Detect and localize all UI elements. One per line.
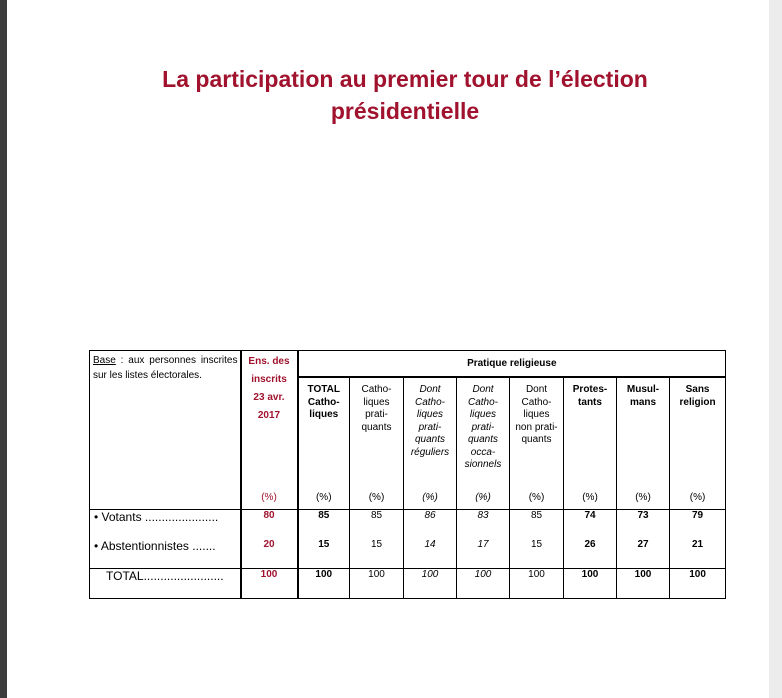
table-cell: 73: [617, 510, 670, 540]
col-header-protestants: [564, 377, 617, 485]
base-text: : aux personnes inscrites sur les listes électorales.: [93, 355, 238, 381]
table-cell: 100: [457, 569, 510, 599]
table-cell: 100: [298, 569, 350, 599]
ens-header-line: 2017: [257, 410, 281, 421]
unit-cell: (%): [670, 485, 726, 510]
col-header-line: Catho-: [361, 384, 392, 395]
col-header-line: quants: [467, 434, 499, 445]
ens-value: 100: [241, 569, 298, 599]
table-row-total: [90, 569, 726, 599]
col-header-line: liques: [363, 396, 390, 408]
col-header-pratiquants-reguliers: [404, 377, 457, 485]
ens-value: 80: [241, 510, 298, 540]
row-label: • Votants ......................: [90, 510, 241, 540]
unit-cell: (%): [241, 485, 298, 510]
col-header-line: sionnels: [464, 459, 502, 470]
ens-header: [241, 351, 298, 486]
participation-table: [89, 350, 726, 599]
col-header-line: liques: [309, 409, 339, 420]
col-header-line: quants: [414, 434, 446, 445]
page-left-edge: [0, 0, 7, 698]
col-header-non-pratiquants: [510, 377, 564, 485]
col-header-line: Catho-: [521, 396, 552, 408]
col-header-line: Musul-: [626, 384, 660, 395]
col-header-line: religion: [679, 396, 716, 408]
document-title-line-2: présidentielle: [330, 98, 480, 124]
table-row-votants: [90, 510, 726, 540]
col-header-line: prati-: [418, 421, 442, 433]
table-cell: 83: [457, 510, 510, 540]
col-header-line: Catho-: [307, 396, 340, 408]
col-header-line: occa-: [470, 446, 496, 458]
table-cell: 85: [510, 510, 564, 540]
col-header-pratiquants-occasionnels: [457, 377, 510, 485]
col-header-line: prati-: [471, 421, 495, 433]
table-cell: 15: [350, 539, 404, 569]
col-header-line: Sans: [685, 384, 710, 395]
table-cell: 17: [457, 539, 510, 569]
col-header-musulmans: [617, 377, 670, 485]
table-cell: 100: [670, 569, 726, 599]
table-cell: 85: [350, 510, 404, 540]
group-header-pratique-religieuse: Pratique religieuse: [298, 351, 726, 378]
row-label: • Abstentionnistes .......: [90, 539, 241, 569]
base-label: Base: [93, 355, 116, 366]
table-cell: 100: [617, 569, 670, 599]
table-cell: 26: [564, 539, 617, 569]
col-header-line: mans: [629, 396, 657, 408]
col-header-line: non prati-: [515, 421, 558, 433]
row-label: TOTAL........................: [90, 569, 241, 599]
col-header-line: liques: [469, 409, 497, 420]
table-header-row-1: [90, 351, 726, 378]
col-header-line: TOTAL: [307, 384, 340, 395]
table-row-abstentionnistes: [90, 539, 726, 569]
table-cell: 15: [318, 539, 330, 550]
col-header-line: Catho-: [467, 396, 498, 408]
table-cell: 86: [404, 510, 457, 540]
col-header-line: liques: [523, 409, 550, 420]
table-cell: 14: [404, 539, 457, 569]
table-cell: 15: [510, 539, 564, 569]
col-header-line: Catho-: [414, 396, 445, 408]
table-cell: 85: [298, 510, 350, 540]
unit-cell: (%): [404, 485, 457, 510]
unit-cell: (%): [564, 485, 617, 510]
unit-cell: (%): [350, 485, 404, 510]
table-cell: 27: [617, 539, 670, 569]
col-header-catholiques-pratiquants: [350, 377, 404, 485]
col-header-line: réguliers: [410, 446, 450, 458]
col-header-line: Dont: [419, 384, 441, 395]
col-header-sans-religion: [670, 377, 726, 485]
document-title-line-1: La participation au premier tour de l’élection: [162, 66, 648, 92]
table-cell: 21: [670, 539, 726, 569]
table-cell: 100: [564, 569, 617, 599]
unit-cell: (%): [457, 485, 510, 510]
table-cell: 100: [510, 569, 564, 599]
unit-row: [90, 485, 726, 510]
ens-header-line: inscrits: [251, 374, 287, 385]
unit-row-label: [90, 485, 241, 510]
col-header-line: liques: [416, 409, 444, 420]
base-note: [90, 351, 241, 486]
col-header-line: tants: [578, 396, 602, 408]
table-cell: 74: [564, 510, 617, 540]
col-header-line: quants: [361, 421, 392, 433]
col-header-line: Dont: [472, 384, 494, 395]
unit-cell: (%): [510, 485, 564, 510]
col-header-line: quants: [521, 434, 552, 445]
table-cell: 79: [670, 510, 726, 540]
col-header-line: Protes-: [572, 384, 608, 395]
table-cell: 100: [350, 569, 404, 599]
col-header-total-catholiques: [298, 377, 350, 485]
ens-header-line: 23 avr.: [253, 392, 285, 403]
table-cell: 100: [404, 569, 457, 599]
ens-header-line: Ens. des: [248, 356, 290, 367]
col-header-line: Dont: [525, 384, 548, 395]
col-header-line: prati-: [365, 409, 388, 420]
scrollbar-track[interactable]: [769, 0, 782, 698]
unit-cell: (%): [315, 491, 332, 503]
ens-value: 20: [241, 539, 298, 569]
unit-cell: (%): [617, 485, 670, 510]
